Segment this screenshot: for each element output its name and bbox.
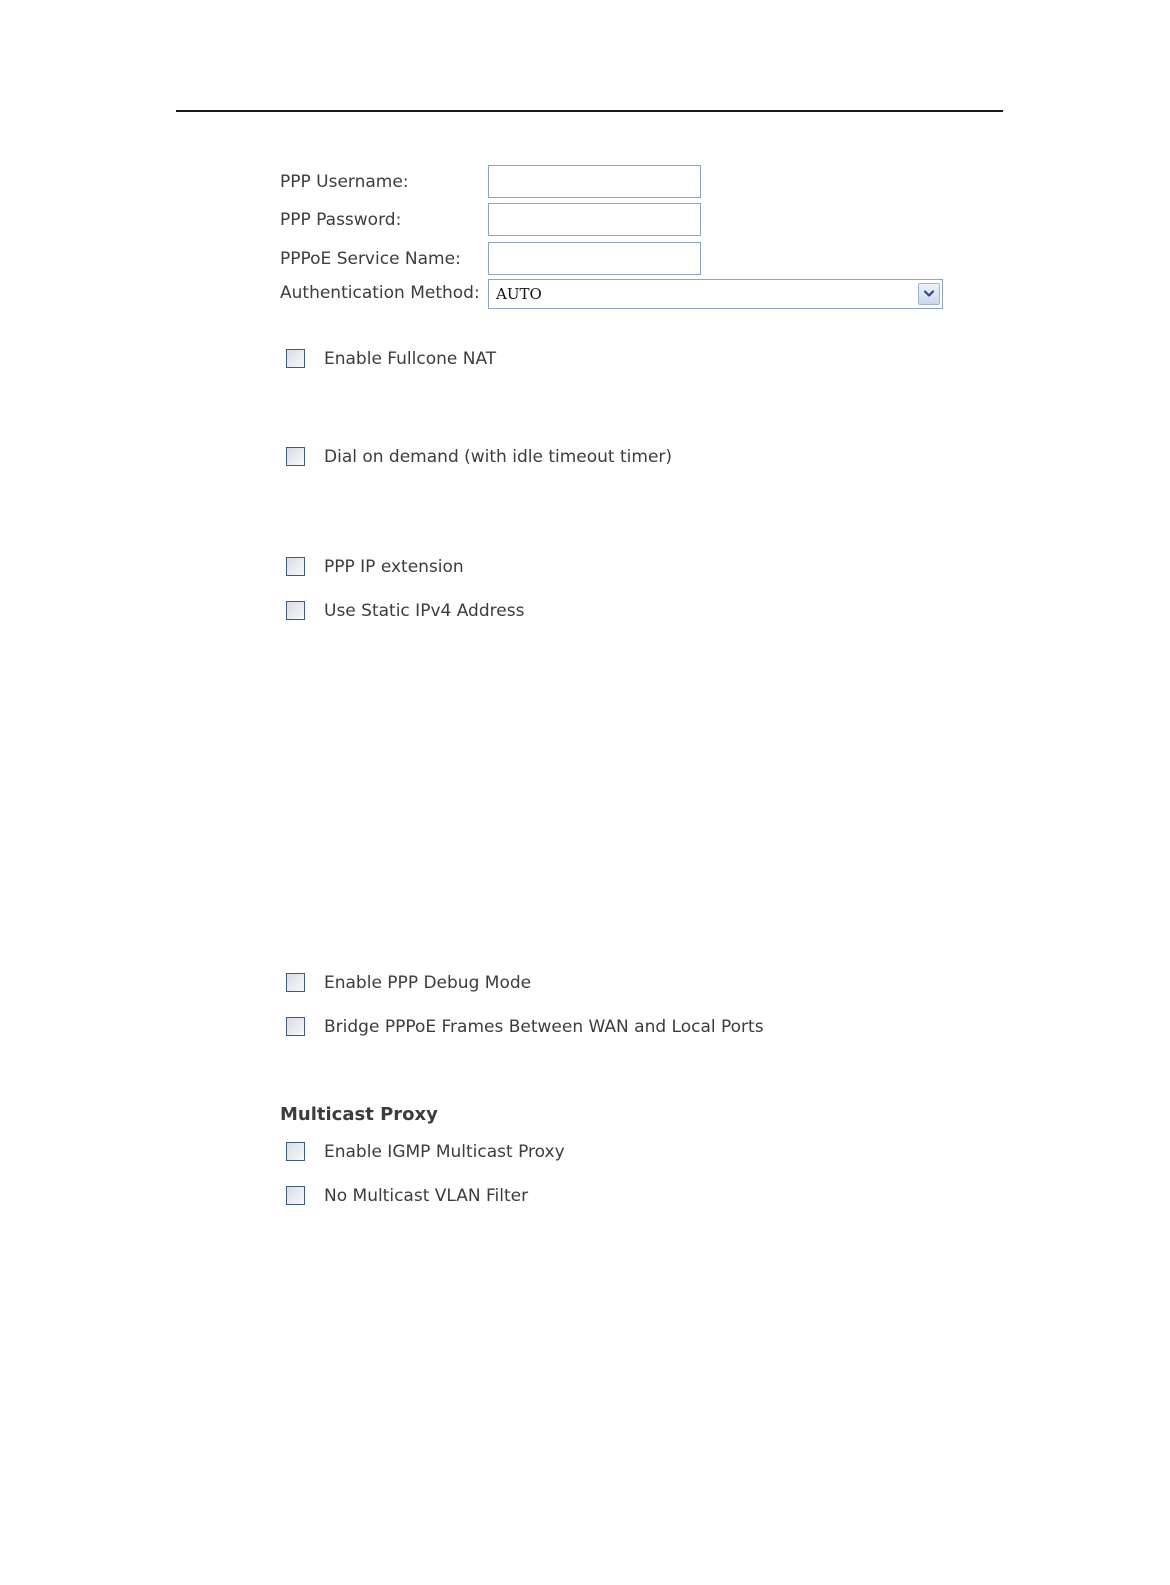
dial-on-demand-checkbox[interactable] [286,447,305,466]
header-divider [176,110,1003,112]
authentication-method-value: AUTO [496,285,542,303]
no-vlan-filter-label: No Multicast VLAN Filter [324,1186,529,1206]
no-vlan-filter-checkbox[interactable] [286,1186,305,1205]
ppp-username-label: PPP Username: [280,172,409,192]
ppp-ip-extension-checkbox[interactable] [286,557,305,576]
fullcone-nat-label: Enable Fullcone NAT [324,349,497,369]
ppp-username-input[interactable] [488,165,701,198]
ppp-ip-extension-label: PPP IP extension [324,557,464,577]
pppoe-service-name-label: PPPoE Service Name: [280,249,461,269]
chevron-down-icon[interactable] [918,283,940,305]
igmp-proxy-label: Enable IGMP Multicast Proxy [324,1142,565,1162]
authentication-method-label: Authentication Method: [280,283,480,303]
authentication-method-select[interactable] [488,279,943,309]
dial-on-demand-label: Dial on demand (with idle timeout timer) [324,447,673,467]
bridge-pppoe-label: Bridge PPPoE Frames Between WAN and Local Ports [324,1017,764,1037]
ppp-password-input[interactable] [488,203,701,236]
ppp-debug-label: Enable PPP Debug Mode [324,973,532,993]
ppp-password-label: PPP Password: [280,210,402,230]
ppp-debug-checkbox[interactable] [286,973,305,992]
fullcone-nat-checkbox[interactable] [286,349,305,368]
static-ipv4-label: Use Static IPv4 Address [324,601,525,621]
igmp-proxy-checkbox[interactable] [286,1142,305,1161]
multicast-proxy-heading: Multicast Proxy [280,1104,438,1125]
pppoe-service-name-input[interactable] [488,242,701,275]
bridge-pppoe-checkbox[interactable] [286,1017,305,1036]
static-ipv4-checkbox[interactable] [286,601,305,620]
